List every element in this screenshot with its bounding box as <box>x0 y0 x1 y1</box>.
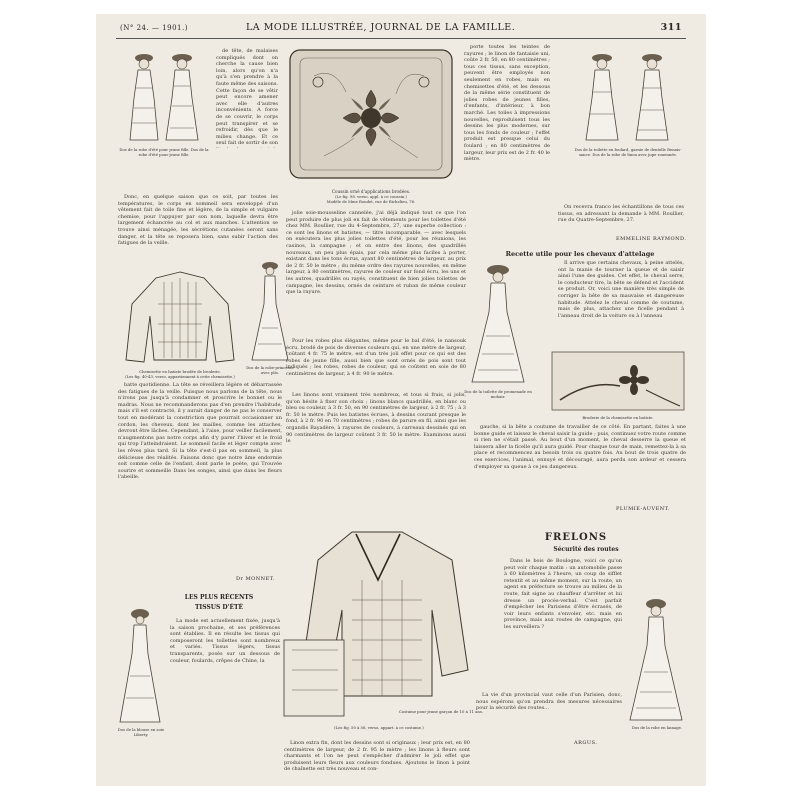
text-column-3c: Il arrive que certains chevaux, à peine attelés, ont la manie de tourner la queue et de saisir ainsi l'une des guides. Cet effet, le cheval serre, le conducteur tire, la bête se défend et l'accident se produit. Or, voici une manière très simple de corriger la bête de sa mauvaise et dangereuse habitude. Attelez le cheval comme de coutume, mais de plus, attachez une ficelle pendant à l'anneau droit de la voiture ou à l'anneau <box>558 260 684 319</box>
caption-boy-costume: Costume pour jeune garçon de 10 à 11 ans. <box>399 709 483 714</box>
heading-securite: Sécurité des routes <box>553 546 619 553</box>
text-column-2a: jolie soie-mousseline cannelée, j'ai déjà indiqué tout ce que l'on peut produire de plus joli en fait de vêtements pour les toilettes d'été chez MM. Roullier, rue du 4-Septembre, 27, une superbe collection : ce sont les linons et batistes, — titre incomparable, — avec lesquels on exécutera les plus jolies toilettes d'été, pour les réunions, les casinos, la campagne ; et on entre des linons, des quadrillés nouveaux, un peu plus épais, par cela même plus faciles à porter, existant dans les tons écrus, ayant 80 centimètres de largeur, au prix de 2 fr. 50 le mètre ; du même ordre des rayures nouvelles, en même largeur, à 80 centimètres, rayures de couleur sur fond écru, les uns et les autres, quadrillés ou rayés, constituent de bien jolies toilettes de campagne, les dessins, ornés de ceinture et ruban de même couleur que la rayure. <box>286 210 466 296</box>
caption-lainage-back: Dos de la robe en lainage. <box>631 725 683 730</box>
heading-tissus: TISSUS D'ÉTÉ <box>194 604 244 611</box>
caption-chemisette-ref: (Les fig. 40-43, verso, appartiennent à cette chemisette.) <box>125 374 235 379</box>
caption-girls-right: Dos de la toilette en foulard, garnie de dentelle Renaissance. Dos de la robe de linon avec jupe rouennée. <box>574 147 682 157</box>
caption-cushion: Coussin orné d'applications brodées. <box>331 189 411 194</box>
page-number: 311 <box>660 22 682 33</box>
caption-chemisette: Chemisette en batiste brodée de broderie. <box>139 369 221 374</box>
girls-dresses-illustration-left <box>118 48 210 148</box>
heading-recette: Recette utile pour les chevaux d'attelage <box>505 250 655 258</box>
caption-cushion-ref: (Le fig. 98. verso, appl. à ce coussin.) <box>335 194 407 199</box>
header-rule <box>116 38 686 39</box>
issue-number: (N° 24. — 1901.) <box>120 24 188 32</box>
caption-boy-ref: (Les fig. 50 à 56, verso, appart. à ce costume.) <box>334 725 424 730</box>
signature-raymond: EMMELINE RAYMOND. <box>616 236 687 242</box>
caption-cushion-model: Modèle de Mme Roudet, rue de Richelieu, 76. <box>326 199 416 204</box>
text-column-3b: On recevra franco les échantillons de tous ces tissus, en adressant la demande à MM. Roullier, rue du Quatre-Septembre, 27. <box>558 204 684 224</box>
text-column-3a: porte toutes les teintes de rayures ; le linon de fantaisie uni, coûte 2 fr. 50, en 80 centimètres ; tous ces tissus, sans exception, peuvent être employés non seulement en robes, mais en chemisettes d'été, et les dessous de la même série constituent de jolies robes de jeunes filles, d'enfants, d'intérieur, à bon marché. Les toiles à impressions nouvelles, reproduisent tous les dessins les plus modernes, sur tous les fonds de couleur ; l'effet produit est presque celui du foulard ; en 80 centimètres de largeur, leur prix est de 2 fr. 40 le mètre. <box>464 44 550 163</box>
text-column-1b: Donc, en quelque saison que ce soit, par toutes les températures, le corps en sommeil sera enveloppé d'un vêtement fait de toile fine et légère, de la simple et vulgaire chemise, pour l'appuyer par son nom, laquelle devra être largement échancrée au col et aux manches. L'attention se trouve ainsi ménagée, les sécrétions cutanées seront sans danger, et la tête se reposera bien, sans subir l'action des fatigues de la veille. <box>118 194 278 247</box>
liberty-blouse-illustration <box>118 606 164 726</box>
text-column-2b: Pour les robes plus élégantes, même pour le bal d'été, le nansouk écru, brodé de pois de diverses couleurs qui, en une mètre de largeur, coûtant 4 fr. 75 le mètre, est d'un très joli effet pour ce qui est des robes de jeune fille, aussi bien que sont ornés de pois sont tout indiqués ; les robes, robes de couleur, qui se coûtent en soie de 80 centimètres de largeur, à 4 fr. 90 le mètre. <box>286 338 466 377</box>
caption-robe: Dos de la robe-princesse avec plis. <box>246 365 294 375</box>
signature-argus: ARGUS. <box>574 740 598 746</box>
text-column-1a: de tête, de malaises compliqués dont on cherche la cause bien loin, alors qu'on n'a qu'à s'en prendre à la faute même des saisons. Cette façon de se vêtir peut encore amener avec elle d'autres inconvénients. A force de se couvrir, le corps peut transpirer et se refroidir, dès que le milieu change. Et ce seul fait de sortir de son <box>216 48 278 147</box>
text-column-3f: La vie d'un provincial vaut celle d'un Parisien, donc, nous espérons qu'on prendra des mesures nécessaires pour la sécurité des routes... <box>476 692 622 712</box>
caption-liberty-back: Dos de la blouse en soie Liberty. <box>117 727 165 737</box>
caption-girls-left: Dos de la robe d'été pour jeune fille. Dos de la robe d'été pour jeune fille. <box>119 147 209 157</box>
text-column-3e: Dans le bois de Boulogne, voici ce qu'on peut voir chaque matin : un automobile passe à 60 kilomètres à l'heure, un coup de sifflet retentit et au même moment, sur la route, un agent en préfecture se trouve au milieu de la route, fait signe au chauffeur d'arrêter et lui dresse un procès-verbal. C'est parfait d'empêcher les Parisiens d'être écrasés, de voir leurs enfants s'envoler, etc. mais en province, mais aux routes de campagne, qui les surveillera ? <box>504 558 622 630</box>
caption-linen-back: Dos de la toilette de promenade en mohair. <box>464 389 532 399</box>
signature-monnet: Dr MONNET. <box>236 576 275 582</box>
cushion-illustration <box>284 46 458 190</box>
text-column-1d: La mode est actuellement fixée, jusqu'à la saison prochaine, et ses préférences sont établies. Il en résulte les tissus qui composeront les toilettes sont nombreux et variés. Tissus légers, tissus transparents, posés sur un dessous de couleur, foulards, crêpes de Chine, la <box>170 618 280 664</box>
text-column-2c: Les linons sont vraiment très nombreux, et tous si frais, si jolis, qu'on hésite à fixer son choix ; linons blancs quadrillés, en blanc ou bleu ou couleur, à 3 fr. 50, en 90 centimètres de largeur, à 2 fr. 75 ; à 3 fr. 50 le mètre. Puis les batistes écrues, à dessins courant presque le fond, à 2 fr. 90 en 70 centimètres ; robes de parure en fil, ainsi que les organdis Bayadère, à rayures de couleurs, à carreaux dessinés qui en 90 centimètres de largeur coûtent 3 fr. 50 le mètre. Examinons aussi le <box>286 392 466 445</box>
promenade-dress-illustration <box>466 262 532 388</box>
girls-dresses-illustration-right <box>570 48 686 148</box>
heading-recents: LES PLUS RÉCENTS <box>184 594 254 601</box>
embroidery-illustration <box>550 350 686 414</box>
signature-aurent: PLUMIE-AUVENT. <box>616 506 670 512</box>
lainage-dress-illustration <box>626 596 688 724</box>
heading-frelons: FRELONS <box>544 532 608 543</box>
journal-page <box>96 14 706 786</box>
text-column-1c: batte quotidienne. La tête se réveillera légère et débarrassée des fatigues de la veille. Puisque nous parlons de la tête, nous n'irons pas jusqu'à condamner et proscrire le bonnet ou le madras. Nous ne recommanderons pas d'en prendre l'habitude, mais s'il est contracté, il y aurait danger de ne pas le conserver tout en modérant la constriction que pourrait occasionner un cordon, les cheveux, dont les mailles, comme les attaches, devront être lâches. Cependant, à l'aise, pour veiller facilement, n'augmentons pas notre corps afin d'y parer l'hiver et le froid qui trop l'atteindraient. Le sommeil facile et léger compte avec les rêves plus tard. Si la tête s'est-il pas en sommeil, la plus délicieuse des réalités. Faisons donc que notre âme endormie soit comme celle de l'enfant, dont parle le poète, qui Trouvée sourire et sommeille Dans les songes, ainsi que dans les fleurs l'abeille. <box>118 382 282 481</box>
chemisette-illustration <box>120 264 240 368</box>
text-column-2d: Linon extra fin, dont les dessins sont si originaux ; leur prix est, en 80 centimètres de largeur, de 2 fr. 95 le mètre ; les linons à fleurs sont charmants et l'on ne peut s'empêcher d'admirer le joli effet que produisent leurs fleurs aux couleurs fondues. Ajoutons le linon à point de chaînette est très nouveau et con- <box>284 740 470 773</box>
text-column-3d: gauche, si la bête a coutume de travailler de ce côté. En partant, faites à une bonne guide et laissez le cheval saisir la guide ; puis, continuez votre route comme si rien ne s'était passé. Au bout d'un moment, le cheval desserre la queue et laissera aller la ficelle qu'il aura guidé. Pour chaque tour de main, remettez-la à sa place et recommencez au besoin trois ou quatre fois. Au bout de trois quatre de ces exercices, l'animal, ennuyé et découragé, aura perdu son ardeur et cessera d'employer sa queue à ce jeu dangereux. <box>474 424 686 470</box>
caption-embroidery: Broderie de la chemisette en batiste. <box>582 415 654 420</box>
boy-costume-illustration <box>282 520 474 720</box>
journal-title: LA MODE ILLUSTRÉE, JOURNAL DE LA FAMILLE. <box>246 22 516 33</box>
page-header <box>96 20 706 38</box>
